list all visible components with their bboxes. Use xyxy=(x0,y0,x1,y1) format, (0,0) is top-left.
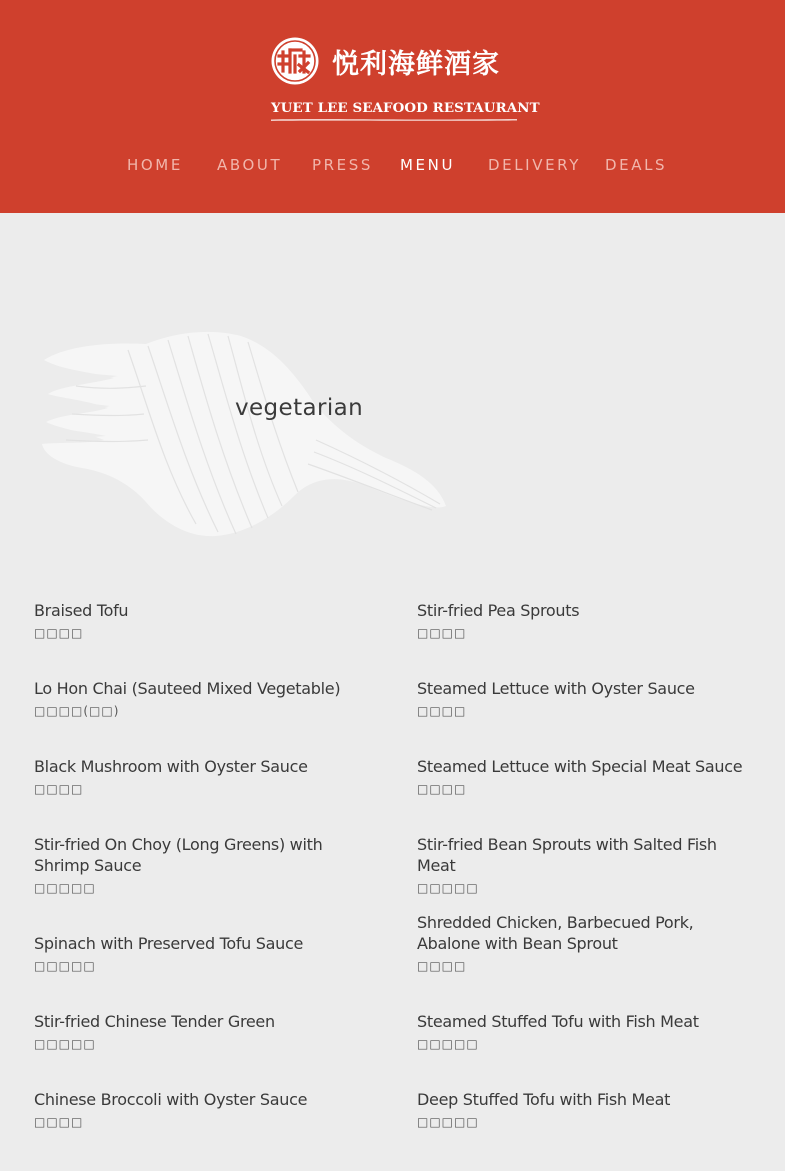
brand-name-english: YUET LEE SEAFOOD RESTAURANT xyxy=(271,100,540,116)
nav-deals[interactable]: DEALS xyxy=(605,156,668,174)
menu-item xyxy=(34,1089,374,1130)
menu-item xyxy=(34,600,374,641)
menu-item xyxy=(417,678,757,719)
section-title: vegetarian xyxy=(235,395,364,421)
menu-item-name: Deep Stuffed Tofu with Fish Meat xyxy=(417,1090,671,1109)
seal-logo-icon xyxy=(270,36,320,86)
menu-item xyxy=(417,834,757,896)
brand-name-chinese: 悦利海鲜酒家 xyxy=(332,49,500,80)
menu-item-name: Braised Tofu xyxy=(34,601,129,620)
brush-underline xyxy=(271,118,517,121)
nav-press[interactable]: PRESS xyxy=(312,156,373,174)
nav-about[interactable]: ABOUT xyxy=(217,156,283,174)
menu-item-chinese: □□□□ xyxy=(417,782,467,796)
menu-item xyxy=(34,933,374,974)
menu-item-name: Stir-fried Bean Sprouts with Salted Fish Meat xyxy=(417,835,717,875)
site-logo[interactable] xyxy=(266,34,540,126)
menu-item-chinese: □□□□ xyxy=(34,626,84,640)
site-header xyxy=(0,0,785,213)
menu-item-name: Shredded Chicken, Barbecued Pork, Abalone with Bean Sprout xyxy=(417,913,694,953)
menu-item-name: Lo Hon Chai (Sauteed Mixed Vegetable) xyxy=(34,679,341,698)
menu-item-chinese: □□□□ xyxy=(417,704,467,718)
menu-item-chinese: □□□□□ xyxy=(34,881,96,895)
nav-delivery[interactable]: DELIVERY xyxy=(488,156,581,174)
menu-item-name: Stir-fried Pea Sprouts xyxy=(417,601,580,620)
menu-item-chinese: □□□□ xyxy=(34,1115,84,1129)
menu-item-chinese: □□□□□ xyxy=(417,881,479,895)
menu-item xyxy=(417,756,757,797)
menu-item-name: Steamed Lettuce with Oyster Sauce xyxy=(417,679,695,698)
menu-item-chinese: □□□□□ xyxy=(417,1037,479,1051)
menu-item-name: Stir-fried Chinese Tender Green xyxy=(34,1012,275,1031)
menu-item xyxy=(34,834,374,896)
menu-item xyxy=(417,912,757,974)
menu-item-chinese: □□□□□ xyxy=(34,1037,96,1051)
menu-item xyxy=(417,1089,757,1130)
menu-item xyxy=(34,756,374,797)
menu-item-name: Chinese Broccoli with Oyster Sauce xyxy=(34,1090,308,1109)
main-nav xyxy=(0,154,785,178)
menu-item-chinese: □□□□□ xyxy=(34,959,96,973)
nav-menu[interactable]: MENU xyxy=(400,156,456,174)
menu-item xyxy=(417,600,757,641)
menu-item xyxy=(417,1011,757,1052)
menu-item xyxy=(34,678,374,719)
menu-item-chinese: □□□□ xyxy=(417,626,467,640)
menu-item-chinese: □□□□□ xyxy=(417,1115,479,1129)
menu-item-chinese: □□□□(□□) xyxy=(34,704,120,718)
menu-item-name: Steamed Stuffed Tofu with Fish Meat xyxy=(417,1012,699,1031)
menu-item-chinese: □□□□ xyxy=(417,959,467,973)
menu-item-name: Black Mushroom with Oyster Sauce xyxy=(34,757,308,776)
menu-item-name: Steamed Lettuce with Special Meat Sauce xyxy=(417,757,743,776)
menu-item-chinese: □□□□ xyxy=(34,782,84,796)
brush-fork-icon xyxy=(36,328,450,540)
nav-home[interactable]: HOME xyxy=(127,156,183,174)
menu-item-name: Stir-fried On Choy (Long Greens) with Shrimp Sauce xyxy=(34,835,323,875)
menu-item xyxy=(34,1011,374,1052)
menu-item-name: Spinach with Preserved Tofu Sauce xyxy=(34,934,304,953)
